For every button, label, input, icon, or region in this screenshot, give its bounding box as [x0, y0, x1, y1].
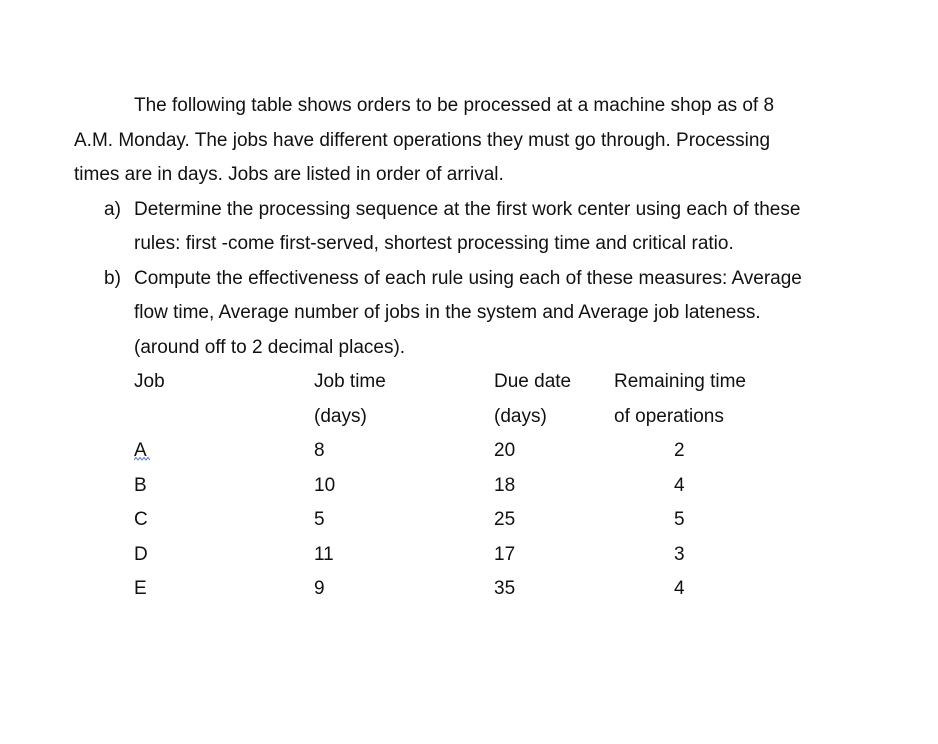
question-a-line-1: Determine the processing sequence at the first work center using each of these: [134, 199, 801, 220]
question-b-line-3: (around off to 2 decimal places).: [134, 337, 406, 358]
table-row-remaining: 5: [674, 509, 685, 530]
question-a-marker: a): [104, 199, 121, 220]
table-row-remaining: 4: [674, 475, 685, 496]
header-due-date-unit: (days): [494, 406, 547, 427]
intro-line-3: times are in days. Jobs are listed in order of arrival.: [74, 164, 504, 185]
table-row-job-time: 9: [314, 578, 325, 599]
intro-line-2: A.M. Monday. The jobs have different operations they must go through. Processing: [74, 130, 771, 151]
table-row-job: B: [134, 475, 147, 496]
table-row-job-time: 5: [314, 509, 325, 530]
table-row-remaining: 4: [674, 578, 685, 599]
table-row-remaining: 2: [674, 440, 685, 461]
table-row-due-date: 25: [494, 509, 516, 530]
table-row-job: E: [134, 578, 147, 599]
header-job-time: Job time: [314, 371, 386, 392]
spellcheck-squiggle-icon[interactable]: [134, 456, 150, 462]
table-row-job-time: 10: [314, 475, 336, 496]
table-row-remaining: 3: [674, 544, 685, 565]
header-job-time-unit: (days): [314, 406, 367, 427]
table-row-job-time: 8: [314, 440, 325, 461]
table-row-due-date: 17: [494, 544, 516, 565]
question-b-line-2: flow time, Average number of jobs in the system and Average job lateness.: [134, 302, 761, 323]
intro-line-1: The following table shows orders to be processed at a machine shop as of 8: [134, 95, 775, 116]
question-b-line-1: Compute the effectiveness of each rule using each of these measures: Average: [134, 268, 802, 289]
table-row-due-date: 18: [494, 475, 516, 496]
table-row-job: D: [134, 544, 148, 565]
table-row-job: C: [134, 509, 148, 530]
header-job: Job: [134, 371, 165, 392]
header-remaining-time: Remaining time: [614, 371, 746, 392]
question-b-marker: b): [104, 268, 121, 289]
table-row-job-time: 11: [314, 544, 334, 565]
table-row-due-date: 35: [494, 578, 516, 599]
header-due-date: Due date: [494, 371, 572, 392]
question-a-line-2: rules: first -come first-served, shortest processing time and critical ratio.: [134, 233, 734, 254]
header-remaining-time-2: of operations: [614, 406, 724, 427]
table-row-job: A: [134, 440, 147, 461]
table-row-due-date: 20: [494, 440, 516, 461]
